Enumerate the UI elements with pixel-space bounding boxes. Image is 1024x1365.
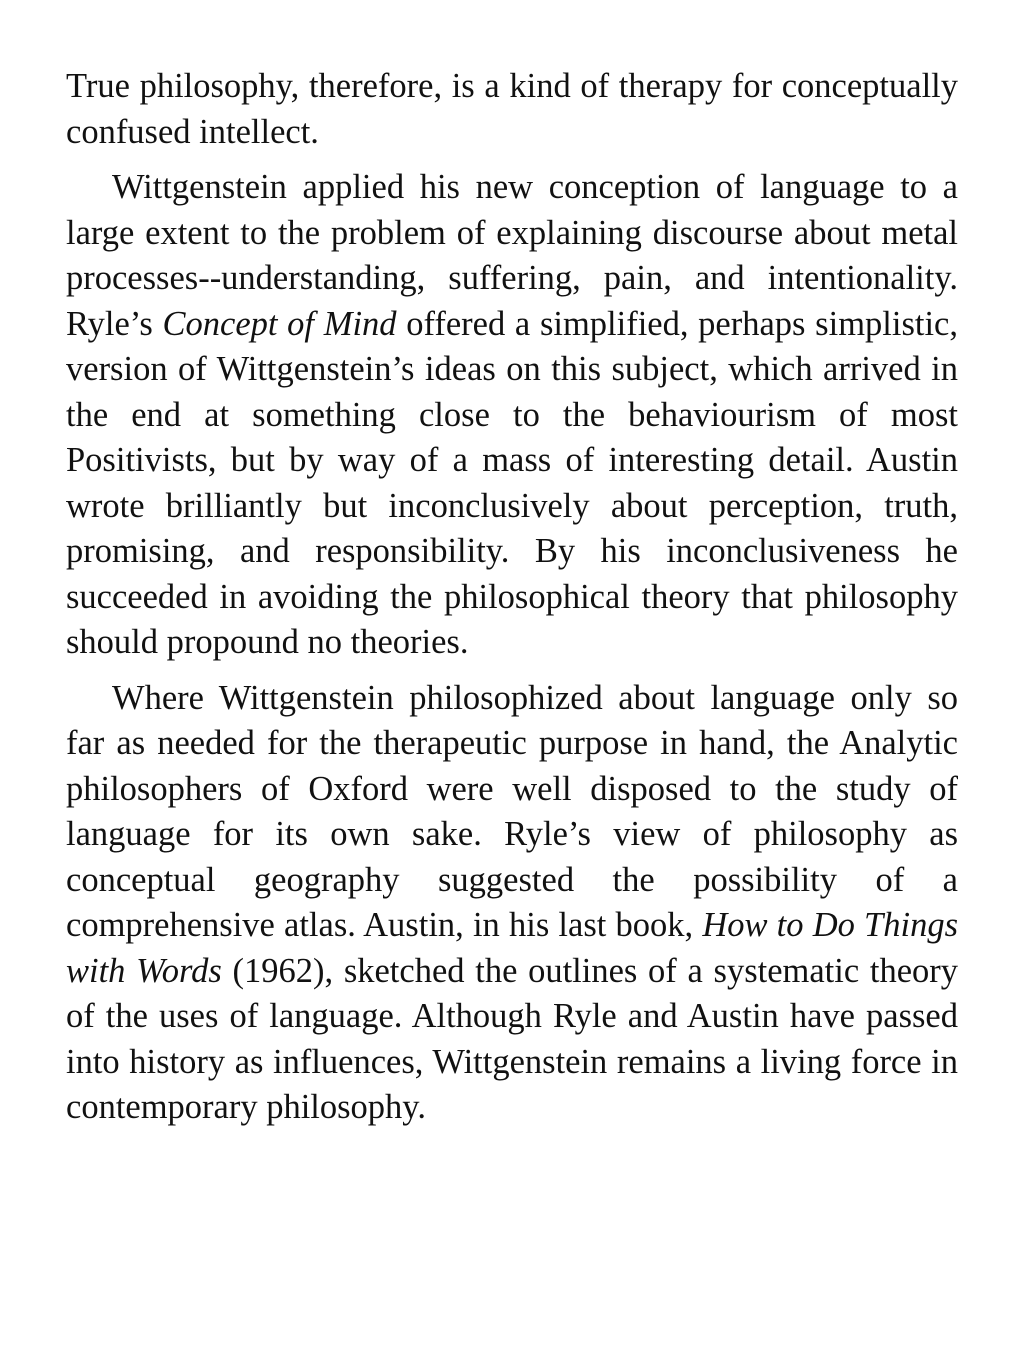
paragraph-oxford-analytic [66, 676, 958, 1131]
paragraph-text: offered a simplified, perhaps simplistic, version of Wittgenstein’s ideas on this subject, which arrived in the end at something close to the behaviourism of most Positivists, but by way of a mass of interesting detail. Austin wrote brilliantly but inconclusively about perception, truth, promising, and responsibility. By his inconclusiveness he succeeded in avoiding the philosophical theory that philosophy should propound no theories. [66, 304, 958, 661]
document-page [66, 64, 958, 1131]
paragraph-text: Where Wittgenstein philosophized about language only so far as needed for the therapeutic purpose in hand, the Analytic philosophers of Oxford were well disposed to the study of language for its own sake. Ryle’s view of philosophy as conceptual geography suggested the possibility of a comprehensive atlas. Austin, in his last book, [66, 678, 958, 944]
paragraph-text: Wittgenstein applied his new conception of language to a large extent to the problem of explaining discourse about metal processes--understanding, suffering, pain, and intentionality. Ryle’s [66, 168, 958, 343]
book-title-concept-of-mind: Concept of Mind [162, 304, 397, 343]
book-title-how-to-do-things: How to Do Things with Words [66, 906, 959, 990]
paragraph-therapy [66, 64, 958, 155]
paragraph-text: (1962), sketched the outlines of a systematic theory of the uses of language. Although Ryle and Austin have passed into history as influences, Wittgenstein remains a living force in contemporary philosophy. [66, 951, 959, 1126]
paragraph-wittgenstein-mental-processes [66, 165, 958, 666]
paragraph-text: True philosophy, therefore, is a kind of therapy for conceptually confused intellect. [66, 67, 958, 151]
